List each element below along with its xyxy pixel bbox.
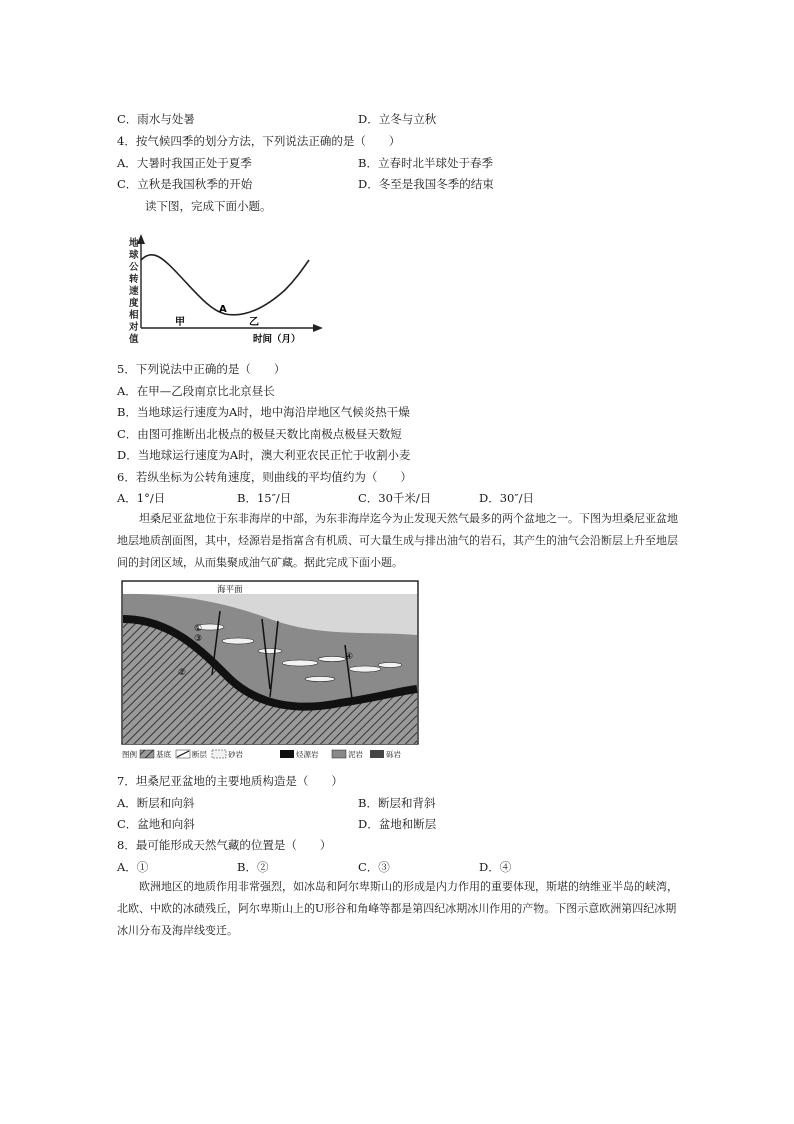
legend-swatch-conglomerate <box>370 750 384 758</box>
ylabel-char: 值 <box>129 334 139 345</box>
q7-option-d: D．盆地和断层 <box>358 817 437 831</box>
q4-stem: 4．按气候四季的划分方法，下列说法正确的是（ ） <box>117 134 401 148</box>
label-yi: 乙 <box>249 317 259 328</box>
label-jia: 甲 <box>175 317 185 328</box>
q8-option-a: A．① <box>117 860 149 874</box>
legend-label-conglomerate: 砾岩 <box>386 750 401 759</box>
q5-option-d: D．当地球运行速度为A时，澳大利亚农民正忙于收割小麦 <box>117 448 411 462</box>
q5-option-a: A．在甲—乙段南京比北京昼长 <box>117 384 275 398</box>
geologic-section-figure <box>120 579 420 762</box>
legend-label-source-rock: 烃源岩 <box>296 750 319 759</box>
intro-3: 欧洲地区的地质作用非常强烈，如冰岛和阿尔卑斯山的形成是内力作用的重要体现，斯堪的纳维亚半岛的峡湾，北欧、中欧的冰碛残丘，阿尔卑斯山上的U形谷和角峰等都是第四纪冰期冰川作用的产物。下图示意欧洲第四纪冰期冰川分布及海岸线变迁。 <box>117 880 678 937</box>
label-a: A <box>219 304 227 315</box>
intro-2: 坦桑尼亚盆地位于东非海岸的中部，为东非海岸迄今为止发现天然气最多的两个盆地之一。下图为坦桑尼亚盆地地层地质剖面图，其中，烃源岩是指富含有机质、可大量生成与排出油气的岩石，其产生的油气会沿断层上升至地层间的封闭区域，从而集聚成油气矿藏。据此完成下面小题。 <box>117 512 678 569</box>
ylabel-char: 球 <box>129 250 139 261</box>
marker-2: ② <box>178 668 187 678</box>
q8-option-c: C．③ <box>358 860 390 874</box>
q7-option-c: C．盆地和向斜 <box>117 817 195 831</box>
q4-option-b: B．立春时北半球处于春季 <box>358 156 493 170</box>
q8-stem: 8．最可能形成天然气藏的位置是（ ） <box>117 838 332 852</box>
q7-stem: 7．坦桑尼亚盆地的主要地质构造是（ ） <box>117 774 343 788</box>
q4-option-d: D．冬至是我国冬季的结束 <box>358 177 494 191</box>
marker-3: ③ <box>194 634 203 644</box>
q6-option-c: C．30千米/日 <box>358 491 432 505</box>
ylabel-char: 相 <box>129 310 139 321</box>
sky-band <box>123 582 417 594</box>
x-axis-arrow <box>313 324 323 332</box>
ylabel-char: 对 <box>129 322 139 333</box>
q4-option-a: A．大暑时我国正处于夏季 <box>117 156 252 170</box>
q3-option-d: D．立冬与立秋 <box>358 112 437 126</box>
ylabel-char: 速 <box>129 286 139 297</box>
q6-option-d: D．30″/日 <box>479 491 535 505</box>
q6-option-b: B．15″/日 <box>237 491 292 505</box>
legend-swatch-source-rock <box>280 750 294 758</box>
q4-option-c: C．立秋是我国秋季的开始 <box>117 177 253 191</box>
q8-option-d: D．④ <box>479 860 512 874</box>
q6-option-a: A．1°/日 <box>117 491 166 505</box>
legend-swatch-mudstone <box>332 750 346 758</box>
x-axis-label: 时间（月） <box>253 334 301 345</box>
intro-1: 读下图，完成下面小题。 <box>145 199 272 213</box>
marker-1: ① <box>194 624 203 634</box>
legend-label-sandstone: 砂岩 <box>228 750 243 759</box>
q5-option-c: C．由图可推断出北极点的极昼天数比南极点极昼天数短 <box>117 427 402 441</box>
q8-option-b: B．② <box>237 860 269 874</box>
ylabel-char: 度 <box>129 298 139 309</box>
legend-title: 图例 <box>122 750 137 759</box>
q5-stem: 5．下列说法中正确的是（ ） <box>117 362 286 376</box>
legend-swatch-basement <box>140 750 154 758</box>
revolution-speed-figure <box>125 228 330 346</box>
legend-label-basement: 基底 <box>156 750 171 759</box>
legend-label-fault: 断层 <box>192 750 207 759</box>
y-axis-label <box>128 237 139 345</box>
marker-4: ④ <box>345 652 354 662</box>
q3-option-c: C．雨水与处暑 <box>117 112 195 126</box>
q7-option-b: B．断层和背斜 <box>358 796 436 810</box>
legend <box>122 749 401 759</box>
q5-option-b: B．当地球运行速度为A时，地中海沿岸地区气候炎热干燥 <box>117 405 410 419</box>
q7-option-a: A．断层和向斜 <box>117 796 195 810</box>
legend-label-mudstone: 泥岩 <box>348 750 363 759</box>
legend-swatch-sandstone <box>212 750 226 758</box>
q6-stem: 6．若纵坐标为公转角速度，则曲线的平均值约为（ ） <box>117 470 412 484</box>
ylabel-char: 地 <box>129 238 139 249</box>
ylabel-char: 公 <box>129 262 139 273</box>
ylabel-char: 转 <box>129 274 139 285</box>
sea-level-label: 海平面 <box>217 585 243 595</box>
